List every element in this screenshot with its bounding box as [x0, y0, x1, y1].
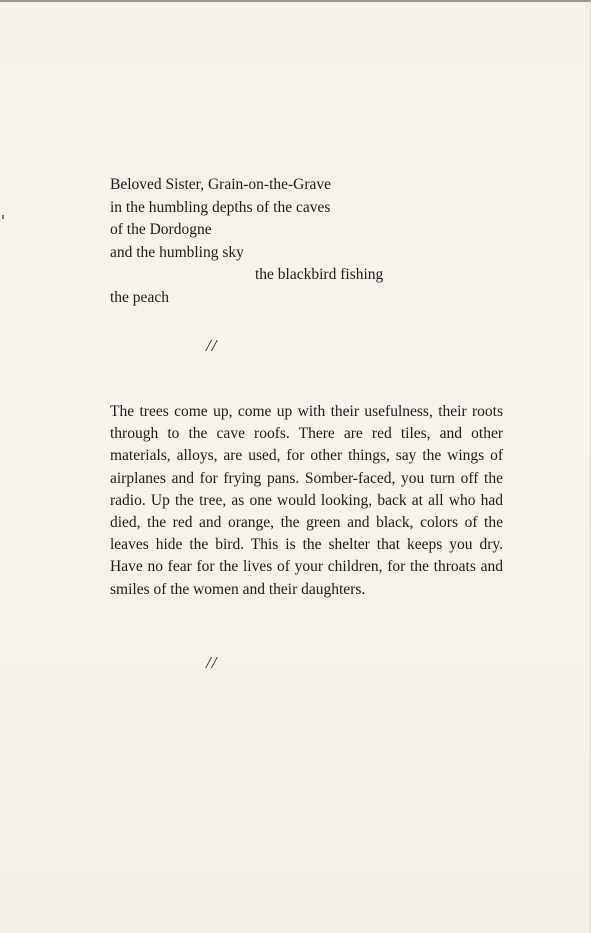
poem-stanza	[110, 174, 450, 309]
poem-line-6: the peach	[110, 288, 169, 306]
poem-line-3: of the Dordogne	[110, 221, 212, 238]
prose-paragraph: The trees come up, come up with their usefulness, their roots through to the cave roofs. There are red tiles, and other materials, alloys, are used, for other things, say the wings of airplanes and for frying pans. Somber-faced, you turn off the radio. Up the tree, as one would looking, back at all who had died, the red and orange, the green and black, colors of the leaves hide the bird. This is the shelter that keeps you dry. Have no fear for the lives of your children, for the throats and smiles of the women and their daughters.	[110, 403, 503, 598]
poem-line-1: Beloved Sister, Grain-on-the-Grave	[110, 176, 332, 193]
margin-mark	[2, 215, 4, 219]
poem-line-5: the blackbird fishing	[255, 266, 384, 283]
poem-line-4: and the humbling sky	[110, 243, 244, 261]
section-separator-1: //	[206, 336, 218, 355]
poem-line-2: in the humbling depths of the caves	[110, 198, 331, 216]
section-separator-2: //	[206, 653, 218, 672]
